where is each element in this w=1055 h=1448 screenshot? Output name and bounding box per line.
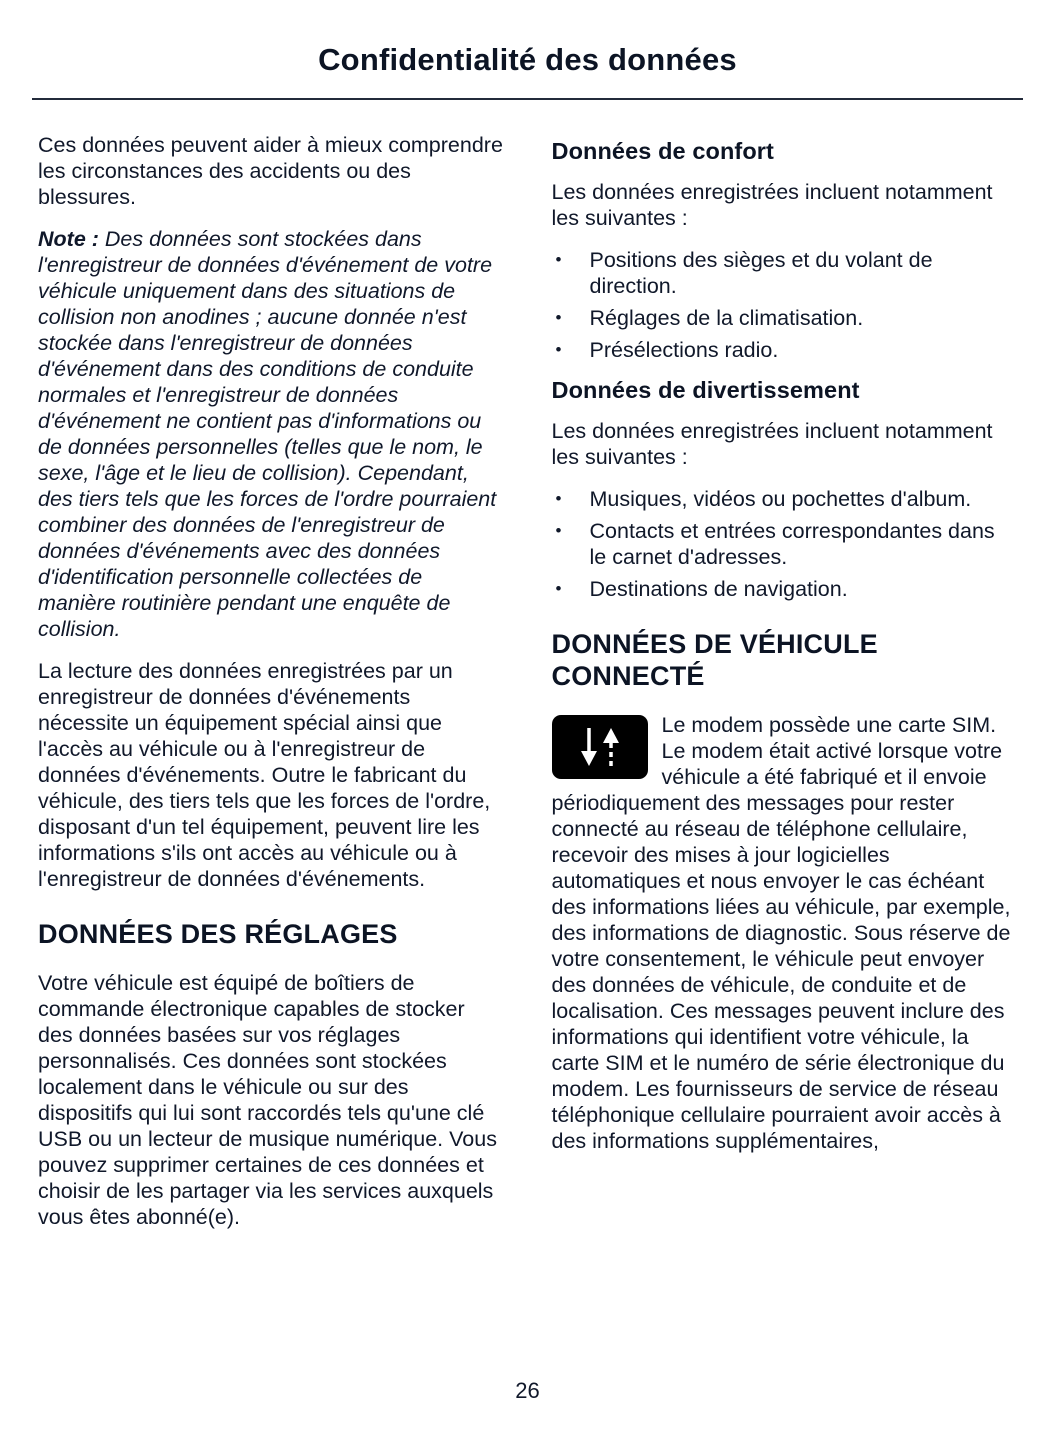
list-item: • Réglages de la climatisation. (552, 305, 1018, 331)
title-divider (32, 98, 1023, 100)
entertainment-bullet-list (552, 486, 1018, 602)
page-number: 26 (515, 1378, 540, 1403)
list-item: • Présélections radio. (552, 337, 1018, 363)
connected-vehicle-heading: DONNÉES DE VÉHICULE CONNECTÉ (551, 629, 878, 691)
note-paragraph (38, 226, 504, 642)
comfort-data-intro: Les données enregistrées incluent notamment les suivantes : (551, 180, 993, 230)
data-transfer-arrows-icon (552, 715, 648, 779)
right-column (552, 132, 1018, 1246)
list-item: • Positions des sièges et du volant de direction. (552, 247, 1018, 299)
settings-data-heading: DONNÉES DES RÉGLAGES (38, 919, 398, 949)
entertainment-data-heading: Données de divertissement (551, 377, 860, 403)
two-column-layout (32, 132, 1023, 1246)
settings-data-paragraph: Votre véhicule est équipé de boîtiers de commande électronique capables de stocker des données basées sur vos réglages personnalisés. Ces données sont stockées localement dans le véhicule ou sur des dispositifs qui lui sont raccordés tels qu'une clé USB ou un lecteur de musique numérique. Vous pouvez supprimer certaines de ces données et choisir de les partager via les services auxquels vous êtes abonné(e). (38, 971, 497, 1229)
entertainment-data-intro: Les données enregistrées incluent notamment les suivantes : (551, 419, 993, 469)
left-column (38, 132, 504, 1246)
note-label: Note : (38, 227, 99, 251)
page-title: Confidentialité des données (318, 42, 737, 77)
list-item: • Destinations de navigation. (552, 576, 1018, 602)
comfort-bullet-list (552, 247, 1018, 363)
event-data-reading-paragraph: La lecture des données enregistrées par un enregistreur de données d'événements nécessite un équipement spécial ainsi que l'accès au véhicule ou à l'enregistreur de données d'événements. Outre le fabricant du véhicule, des tiers tels que les forces de l'ordre, disposant d'un tel équipement, peuvent lire les informations s'ils ont accès au véhicule ou à l'enregistreur de données d'événements. (38, 659, 491, 891)
list-item: • Contacts et entrées correspondantes dans le carnet d'adresses. (552, 518, 1018, 570)
list-item: • Musiques, vidéos ou pochettes d'album. (552, 486, 1018, 512)
intro-paragraph: Ces données peuvent aider à mieux comprendre les circonstances des accidents ou des blessures. (38, 133, 503, 209)
connected-vehicle-paragraph (552, 712, 1018, 1154)
note-text: Des données sont stockées dans l'enregistreur de données d'événement de votre véhicule uniquement dans des situations de collision non anodines ; aucune donnée n'est stockée dans l'enregistreur de données d'événement dans des conditions de conduite normales et l'enregistreur de données d'événement ne contient pas d'informations ou de données personnelles (telles que le nom, le sexe, l'âge et le lieu de collision). Cependant, des tiers tels que les forces de l'ordre pourraient combiner des données de l'enregistreur de données d'événements avec des données d'identification personnelle collectées de manière routinière pendant une enquête de collision. (38, 227, 497, 641)
connected-vehicle-text: Le modem possède une carte SIM. Le modem était activé lorsque votre véhicule a été fabriqué et il envoie périodiquement des messages pour rester connecté au réseau de téléphone cellulaire, recevoir des mises à jour logicielles automatiques et nous envoyer le cas échéant des informations liées au véhicule, par exemple, des informations de diagnostic. Sous réserve de votre consentement, le véhicule peut envoyer des données de véhicule, de conduite et de localisation. Ces messages peuvent inclure des informations qui identifient votre véhicule, la carte SIM et le numéro de série électronique du modem. Les fournisseurs de service de réseau téléphonique cellulaire pourraient avoir accès à des informations supplémentaires, (551, 713, 1011, 1153)
comfort-data-heading: Données de confort (551, 138, 774, 164)
